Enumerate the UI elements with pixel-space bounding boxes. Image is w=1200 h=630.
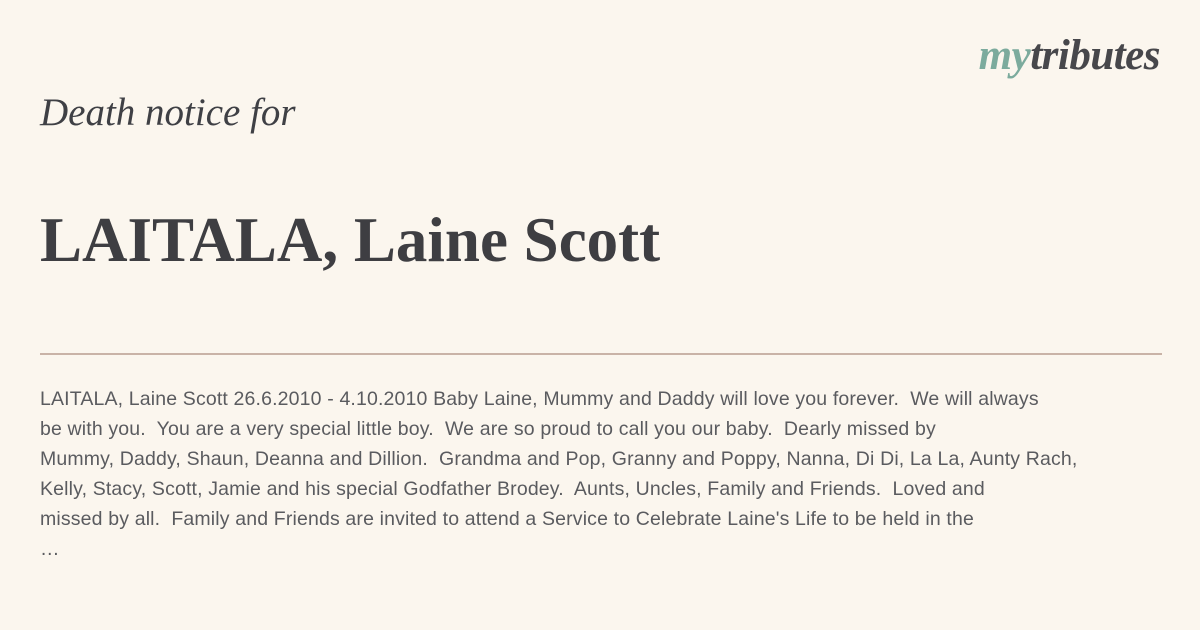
notice-text-line: Kelly, Stacy, Scott, Jamie and his special Godfather Brodey. Aunts, Uncles, Family and Friends. Loved and xyxy=(40,478,985,500)
divider-line xyxy=(40,353,1162,355)
notice-text-line: be with you. You are a very special little boy. We are so proud to call you our baby. Dearly missed by xyxy=(40,418,936,440)
logo-text-tributes: tributes xyxy=(1030,32,1160,79)
death-notice-eyebrow: Death notice for xyxy=(40,91,296,134)
notice-text-line: missed by all. Family and Friends are invited to attend a Service to Celebrate Laine's Life to be held in the xyxy=(40,508,974,530)
logo-text-my: my xyxy=(978,32,1031,79)
notice-text-ellipsis: … xyxy=(40,538,60,560)
mytributes-logo xyxy=(979,34,1160,77)
notice-text-line: LAITALA, Laine Scott 26.6.2010 - 4.10.2010 Baby Laine, Mummy and Daddy will love you forever. We will always xyxy=(40,388,1039,410)
notice-body-text xyxy=(40,384,1190,564)
deceased-name-heading: LAITALA, Laine Scott xyxy=(40,205,661,275)
notice-text-line: Mummy, Daddy, Shaun, Deanna and Dillion. Grandma and Pop, Granny and Poppy, Nanna, Di Di, La La, Aunty Rach, xyxy=(40,448,1078,470)
